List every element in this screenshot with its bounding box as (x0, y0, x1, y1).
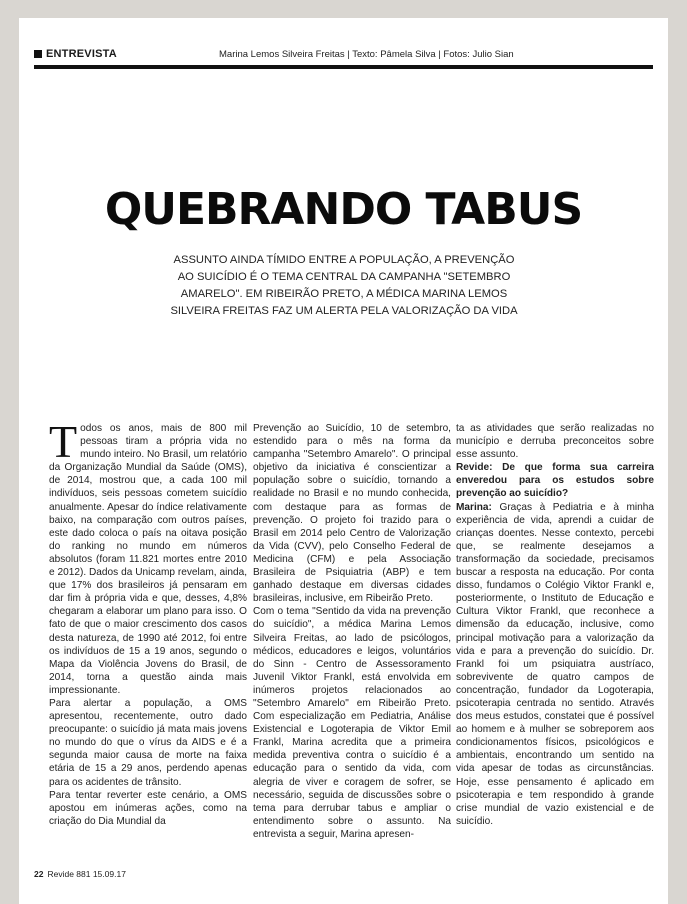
paragraph-text: odos os anos, mais de 800 mil pessoas tiram a própria vida no mundo inteiro. No Brasil, um relatório da Organização Mundial da Saúde (OMS), de 2014, mostrou que, a cada 100 mil indivíduos, seis pessoas cometem suicídio anualmente. Apesar do índice relativamente baixo, na comparação com outros países, este dado coloca o país na oitava posição do ranking no mundo em números absolutos (foram 11.821 mortes entre 2010 e 2012). Dados da Unicamp revelam, ainda, que 17% dos brasileiros já pensaram em dar fim à própria vida e que, desses, 4,8% chegaram a elaborar um plano para isso. O fato de que o maior crescimento dos casos desta natureza, de 1990 até 2012, foi entre os indivíduos de 15 a 19 anos, segundo o Mapa da Violência Jovens do Brasil, de 2014, torna a questão ainda mais impressionante. (49, 423, 247, 696)
section-tag (34, 48, 117, 60)
paragraph: Para tentar reverter este cenário, a OMS apostou em inúmeras ações, como na criação do Dia Mundial da (49, 789, 247, 827)
text-column-1 (49, 416, 247, 828)
paragraph: Prevenção ao Suicídio, 10 de setembro, estendido para o mês na forma da campanha "Setembro Amarelo". O principal objetivo da iniciativa é conscientizar a população sobre o suicídio, tornando a realidade no Brasil e no mundo conhecida, com destaque para as formas de prevenção. O projeto foi trazido para o Brasil em 2014 pelo Centro de Valorização da Vida (CVV), pelo Conselho Federal de Medicina (CFM) e pela Associação Brasileira de Psiquiatria (ABP) e tem ganhado destaque em diversas cidades brasileiras, inclusive, em Ribeirão Preto. (253, 423, 451, 605)
article-credits: Marina Lemos Silveira Freitas | Texto: Pâmela Silva | Fotos: Julio Sian (219, 49, 514, 60)
drop-cap: T (49, 416, 78, 467)
interview-answer (456, 501, 654, 828)
section-label: ENTREVISTA (46, 48, 117, 60)
paragraph: Para alertar a população, a OMS apresentou, recentemente, outro dado preocupante: o suicídio já mata mais jovens no mundo do que o vírus da AIDS e é a segunda maior causa de morte na faixa etária de 15 a 29 anos, perdendo apenas para os acidentes de trânsito. (49, 697, 247, 788)
article-title: QUEBRANDO TABUS (104, 184, 583, 235)
paragraph: Com o tema "Sentido da vida na prevenção do suicídio", a médica Marina Lemos Silveira Freitas, ao lado de psicólogos, médicos, educadores e leigos, voluntários do Sinn - Centro de Assessoramento Juvenil Viktor Frankl, está envolvida em inúmeros projetos relacionados ao "Setembro Amarelo" em Ribeirão Preto. Com especialização em Pediatria, Análise Existencial e Logoterapia de Viktor Emil Frankl, Marina acredita que a primeira medida preventiva contra o suicídio é a educação para o sentido da vida, com alegria de viver e coragem de sofrer, se necessário, seguida de discussões sobre o tema para derrubar tabus e ampliar o entendimento sobre o assunto. Na entrevista a seguir, Marina apresen- (253, 606, 451, 840)
article-subtitle: ASSUNTO AINDA TÍMIDO ENTRE A POPULAÇÃO, A PREVENÇÃO AO SUICÍDIO É O TEMA CENTRAL DA CAMPANHA "SETEMBRO AMARELO". EM RIBEIRÃO PRETO, A MÉDICA MARINA LEMOS SILVEIRA FREITAS FAZ UM ALERTA PELA VALORIZAÇÃO DA VIDA (170, 254, 518, 317)
page-footer (34, 869, 126, 879)
interview-question: Revide: De que forma sua carreira enveredou para os estudos sobre prevenção ao suicídio? (456, 462, 654, 500)
paragraph: ta as atividades que serão realizadas no município e derruba preconceitos sobre esse assunto. (456, 423, 654, 461)
issue-info: Revide 881 15.09.17 (47, 869, 126, 879)
text-column-2 (253, 422, 451, 841)
header-rule (34, 65, 653, 69)
section-square-icon (34, 50, 42, 58)
answer-speaker: Marina: (456, 501, 492, 513)
paragraph (49, 416, 247, 697)
magazine-page (19, 18, 668, 904)
text-column-3 (456, 422, 654, 828)
answer-text: Graças à Pediatria e à minha experiência de vida, aprendi a cuidar de crianças doentes. Nesse contexto, percebi que, se realmente desejamos a transformação da sociedade, precisamos buscar a resposta na educação. Por conta disso, fundamos o Colégio Viktor Frankl e, posteriormente, o Instituto de Educação e Cultura Viktor Frankl, que reconhece a dimensão da educação, inclusive, como principal motivação para a valorização da vida e para a prevenção do suicídio. Dr. Frankl foi um psiquiatra austríaco, sobrevivente de quatro campos de concentração, fundador da Logoterapia, psicoterapia centrada no sentido. Através dos meus estudos, constatei que é possível ao homem e à mulher se sobreporem aos condicionamentos físicos, psicológicos e ambientais, encontrando um sentido na vida apesar de todas as circunstâncias. Hoje, esse pensamento é aplicado em psicoterapia e tem respondido à grande crise mundial de vazio existencial e de suicídio. (456, 501, 654, 827)
page-number: 22 (34, 869, 44, 879)
